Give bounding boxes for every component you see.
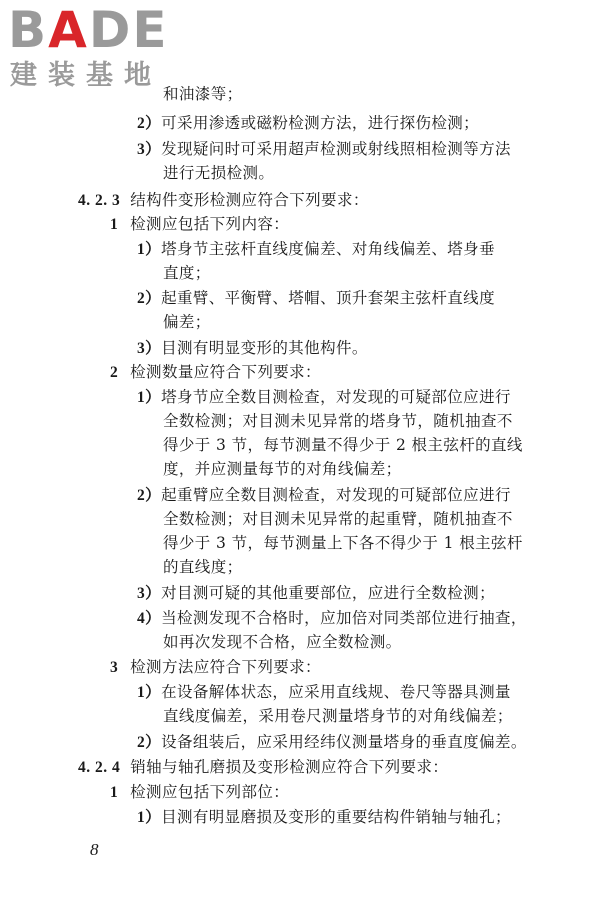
subitem-3: 3）目测有明显变形的其他构件。 <box>137 339 368 357</box>
continuation-line: 和油漆等； <box>163 85 243 103</box>
subitem-3: 3）对目测可疑的其他重要部位，应进行全数检测； <box>137 584 495 602</box>
continuation-line: 直度； <box>163 264 211 282</box>
continuation-line: 进行无损检测。 <box>163 164 275 182</box>
continuation-line: 得少于 3 节，每节测量上下各不得少于 1 根主弦杆 <box>163 534 523 552</box>
subitem-1: 1）塔身节应全数目测检查，对发现的可疑部位应进行 <box>137 388 511 406</box>
continuation-line: 得少于 3 节，每节测量不得少于 2 根主弦杆的直线 <box>163 436 523 454</box>
section-heading: 4. 2. 4 销轴与轴孔磨损及变形检测应符合下列要求： <box>78 758 449 776</box>
continuation-line: 偏差； <box>163 313 211 331</box>
subitem-2: 2）起重臂、平衡臂、塔帽、顶升套架主弦杆直线度 <box>137 289 495 307</box>
page-number: 8 <box>90 840 99 859</box>
continuation-line: 直线度偏差，采用卷尺测量塔身节的对角线偏差； <box>163 707 513 725</box>
subitem-1: 1）塔身节主弦杆直线度偏差、对角线偏差、塔身垂 <box>137 240 495 258</box>
subitem-2: 2）起重臂应全数目测检查，对发现的可疑部位应进行 <box>137 486 511 504</box>
item-2: 2 检测数量应符合下列要求： <box>110 363 321 381</box>
subitem-3: 3）发现疑问时可采用超声检测或射线照相检测等方法 <box>137 140 511 158</box>
logo-subtitle: 建装基地 <box>10 60 162 91</box>
subitem-1: 1）在设备解体状态，应采用直线规、卷尺等器具测量 <box>137 683 511 701</box>
item-1: 1 检测应包括下列内容： <box>110 215 290 233</box>
continuation-line: 度，并应测量每节的对角线偏差； <box>163 460 402 478</box>
continuation-line: 全数检测；对目测未见异常的塔身节，随机抽查不 <box>163 412 513 430</box>
item-1: 1 检测应包括下列部位： <box>110 783 290 801</box>
subitem-2: 2）设备组装后，应采用经纬仪测量塔身的垂直度偏差。 <box>137 733 527 751</box>
subitem-2: 2）可采用渗透或磁粉检测方法，进行探伤检测； <box>137 114 480 132</box>
item-3: 3 检测方法应符合下列要求： <box>110 658 321 676</box>
bade-logo <box>8 1 178 96</box>
section-heading: 4. 2. 3 结构件变形检测应符合下列要求： <box>78 191 369 209</box>
logo-brand-text: BADE <box>8 1 169 59</box>
continuation-line: 的直线度； <box>163 558 243 576</box>
continuation-line: 全数检测；对目测未见异常的起重臂，随机抽查不 <box>163 510 513 528</box>
subitem-1: 1）目测有明显磨损及变形的重要结构件销轴与轴孔； <box>137 808 511 826</box>
subitem-4: 4）当检测发现不合格时，应加倍对同类部位进行抽查， <box>137 609 527 627</box>
continuation-line: 如再次发现不合格，应全数检测。 <box>163 633 402 651</box>
